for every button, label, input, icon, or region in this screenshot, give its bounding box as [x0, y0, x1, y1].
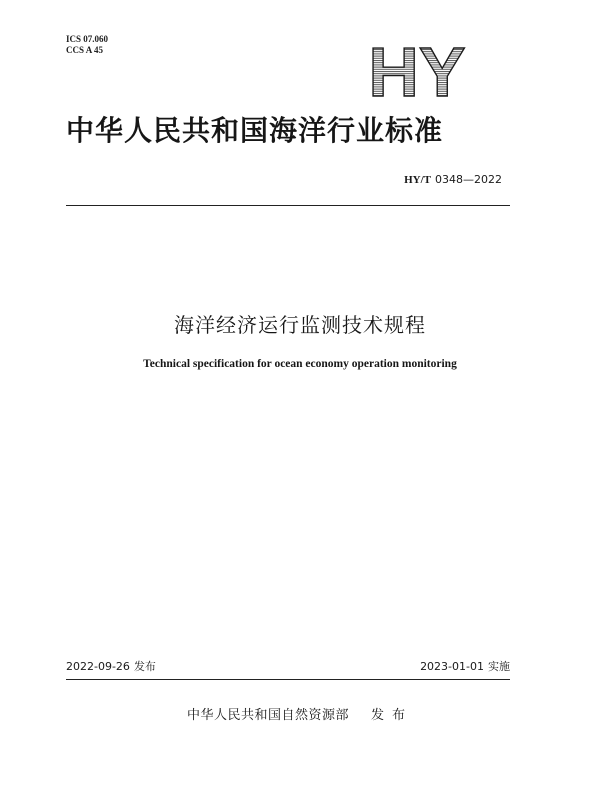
document-title-chinese: 海洋经济运行监测技术规程 [174, 313, 426, 337]
publisher-organization: 中华人民共和国自然资源部 [186, 708, 349, 723]
issue-date-value: 2022-09-26 [66, 660, 130, 673]
ics-code: ICS 07.060 [66, 34, 109, 44]
implementation-date-value: 2023-01-01 [420, 660, 484, 673]
classification-codes [66, 34, 108, 56]
bottom-divider [66, 679, 510, 680]
standard-code: HY/T [404, 174, 431, 186]
standard-number [404, 173, 502, 187]
top-divider [66, 205, 510, 206]
ccs-code: CCS A 45 [66, 45, 104, 55]
implementation-date [420, 660, 510, 674]
publisher-action: 发布 [371, 708, 414, 723]
issuer-title: 中华人民共和国海洋行业标准 [66, 114, 444, 147]
issue-date-label: 发布 [133, 660, 156, 673]
implementation-date-label: 实施 [488, 660, 510, 673]
standard-serial: 0348—2022 [435, 173, 502, 186]
issue-date [66, 660, 156, 674]
document-title-english: Technical specification for ocean economy operation monitoring [143, 358, 457, 370]
hy-logo [362, 38, 472, 102]
logo-text: HY [368, 38, 466, 102]
publisher [0, 707, 600, 725]
